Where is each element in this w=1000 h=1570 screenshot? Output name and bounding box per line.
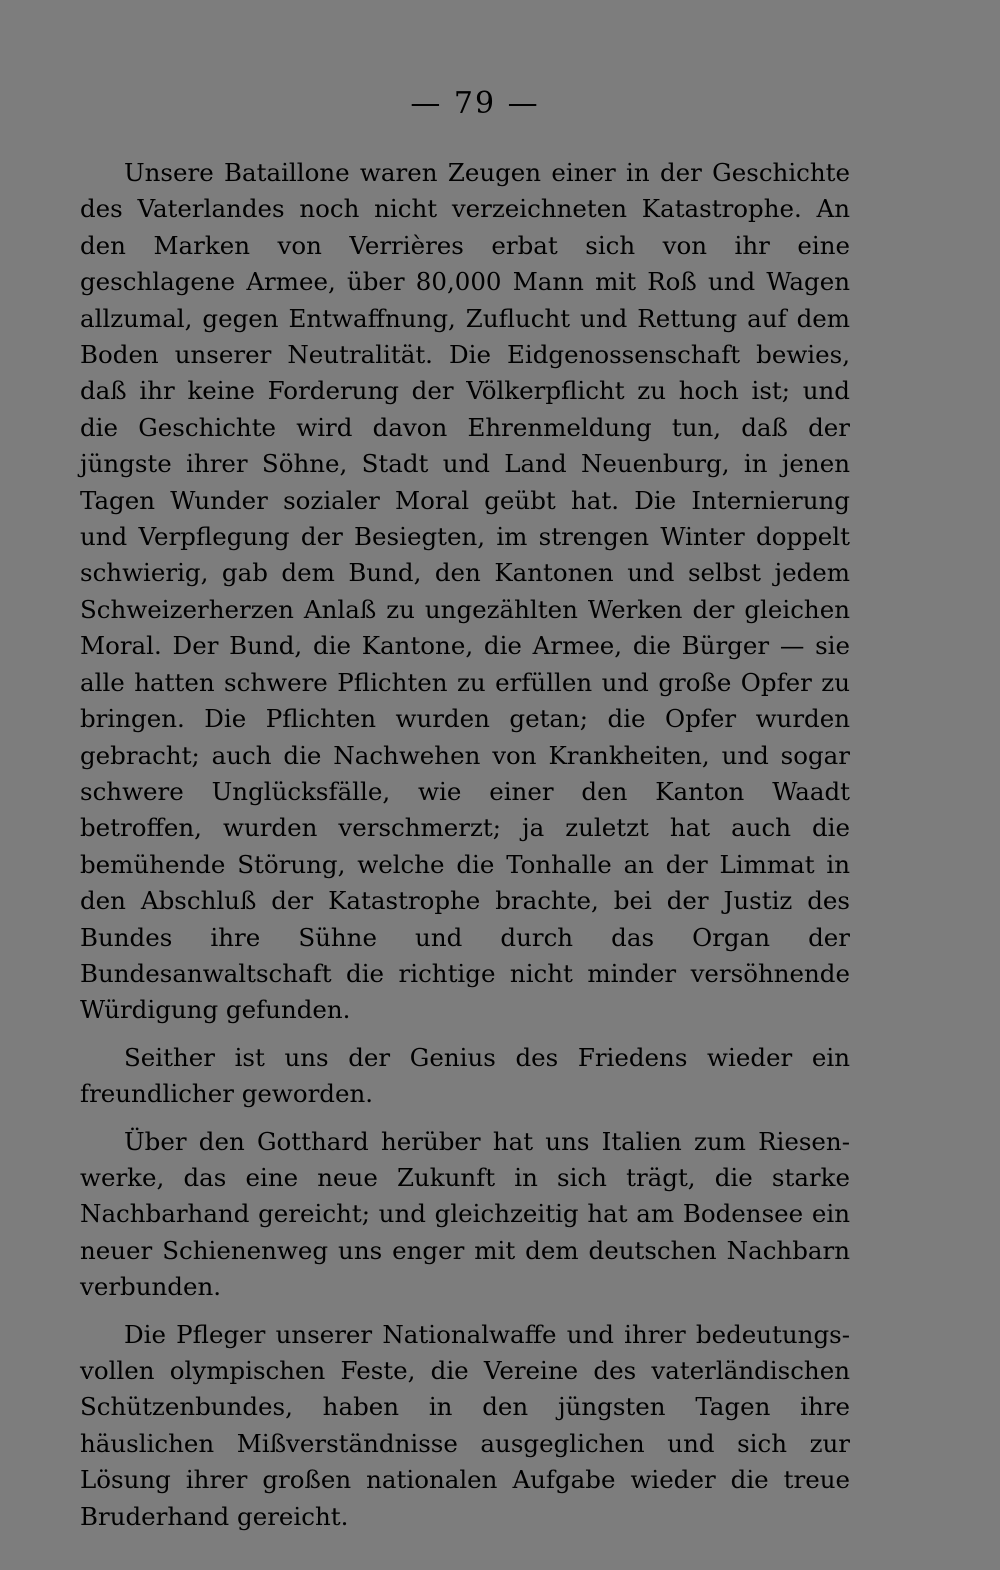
paragraph-3 xyxy=(80,1124,850,1306)
paragraph-2 xyxy=(80,1040,850,1113)
paragraph-1 xyxy=(80,155,850,1029)
paragraph-4-text: Die Pfleger unserer Nationalwaffe und ihrer bedeutungsvollen olympischen Feste, die Vereine des vaterländischen Schützenbundes, haben in den jüngsten Tagen ihre häuslichen Mißverständnisse ausgeglichen und sich zur Lösung ihrer großen nationalen Aufgabe wieder die treue Bruderhand gereicht. xyxy=(80,1319,850,1531)
paragraph-3-text: Über den Gotthard herüber hat uns Italien zum Riesenwerke, das eine neue Zukunft in sich trägt, die starke Nachbarhand gereicht; und gleichzeitig hat am Bodensee ein neuer Schienenweg uns enger mit dem deutschen Nachbarn verbunden. xyxy=(80,1126,850,1302)
page-number: — 79 — xyxy=(410,86,540,121)
paragraph-4 xyxy=(80,1317,850,1535)
paragraph-1-text: Unsere Bataillone waren Zeugen einer in der Geschichte des Vaterlandes noch nicht verzeichneten Katastrophe. An den Marken von Verrières erbat sich von ihr eine geschlagene Armee, über 80,000 Mann mit Roß und Wagen allzumal, gegen Entwaffnung, Zuflucht und Rettung auf dem Boden unserer Neutralität. Die Eidgenossenschaft bewies, daß ihr keine Forderung der Völkerpflicht zu hoch ist; und die Geschichte wird davon Ehrenmeldung tun, daß der jüngste ihrer Söhne, Stadt und Land Neuenburg, in jenen Tagen Wunder sozialer Moral geübt hat. Die Internierung und Verpflegung der Besiegten, im strengen Winter doppelt schwierig, gab dem Bund, den Kantonen und selbst jedem Schweizerherzen Anlaß zu ungezählten Werken der gleichen Moral. Der Bund, die Kantone, die Armee, die Bürger — sie alle hatten schwere Pflichten zu erfüllen und große Opfer zu bringen. Die Pflichten wurden getan; die Opfer wurden gebracht; auch die Nachwehen von Krankheiten, und sogar schwere Unglücksfälle, wie einer den Kanton Waadt betroffen, wurden verschmerzt; ja zuletzt hat auch die bemühende Störung, welche die Tonhalle an der Limmat in den Abschluß der Katastrophe brachte, bei der Justiz des Bundes ihre Sühne und durch das Organ der Bundesanwaltschaft die richtige nicht minder versöhnende Würdigung gefunden. xyxy=(80,158,850,1025)
paragraph-2-text: Seither ist uns der Genius des Friedens wieder ein freundlicher geworden. xyxy=(80,1042,850,1109)
